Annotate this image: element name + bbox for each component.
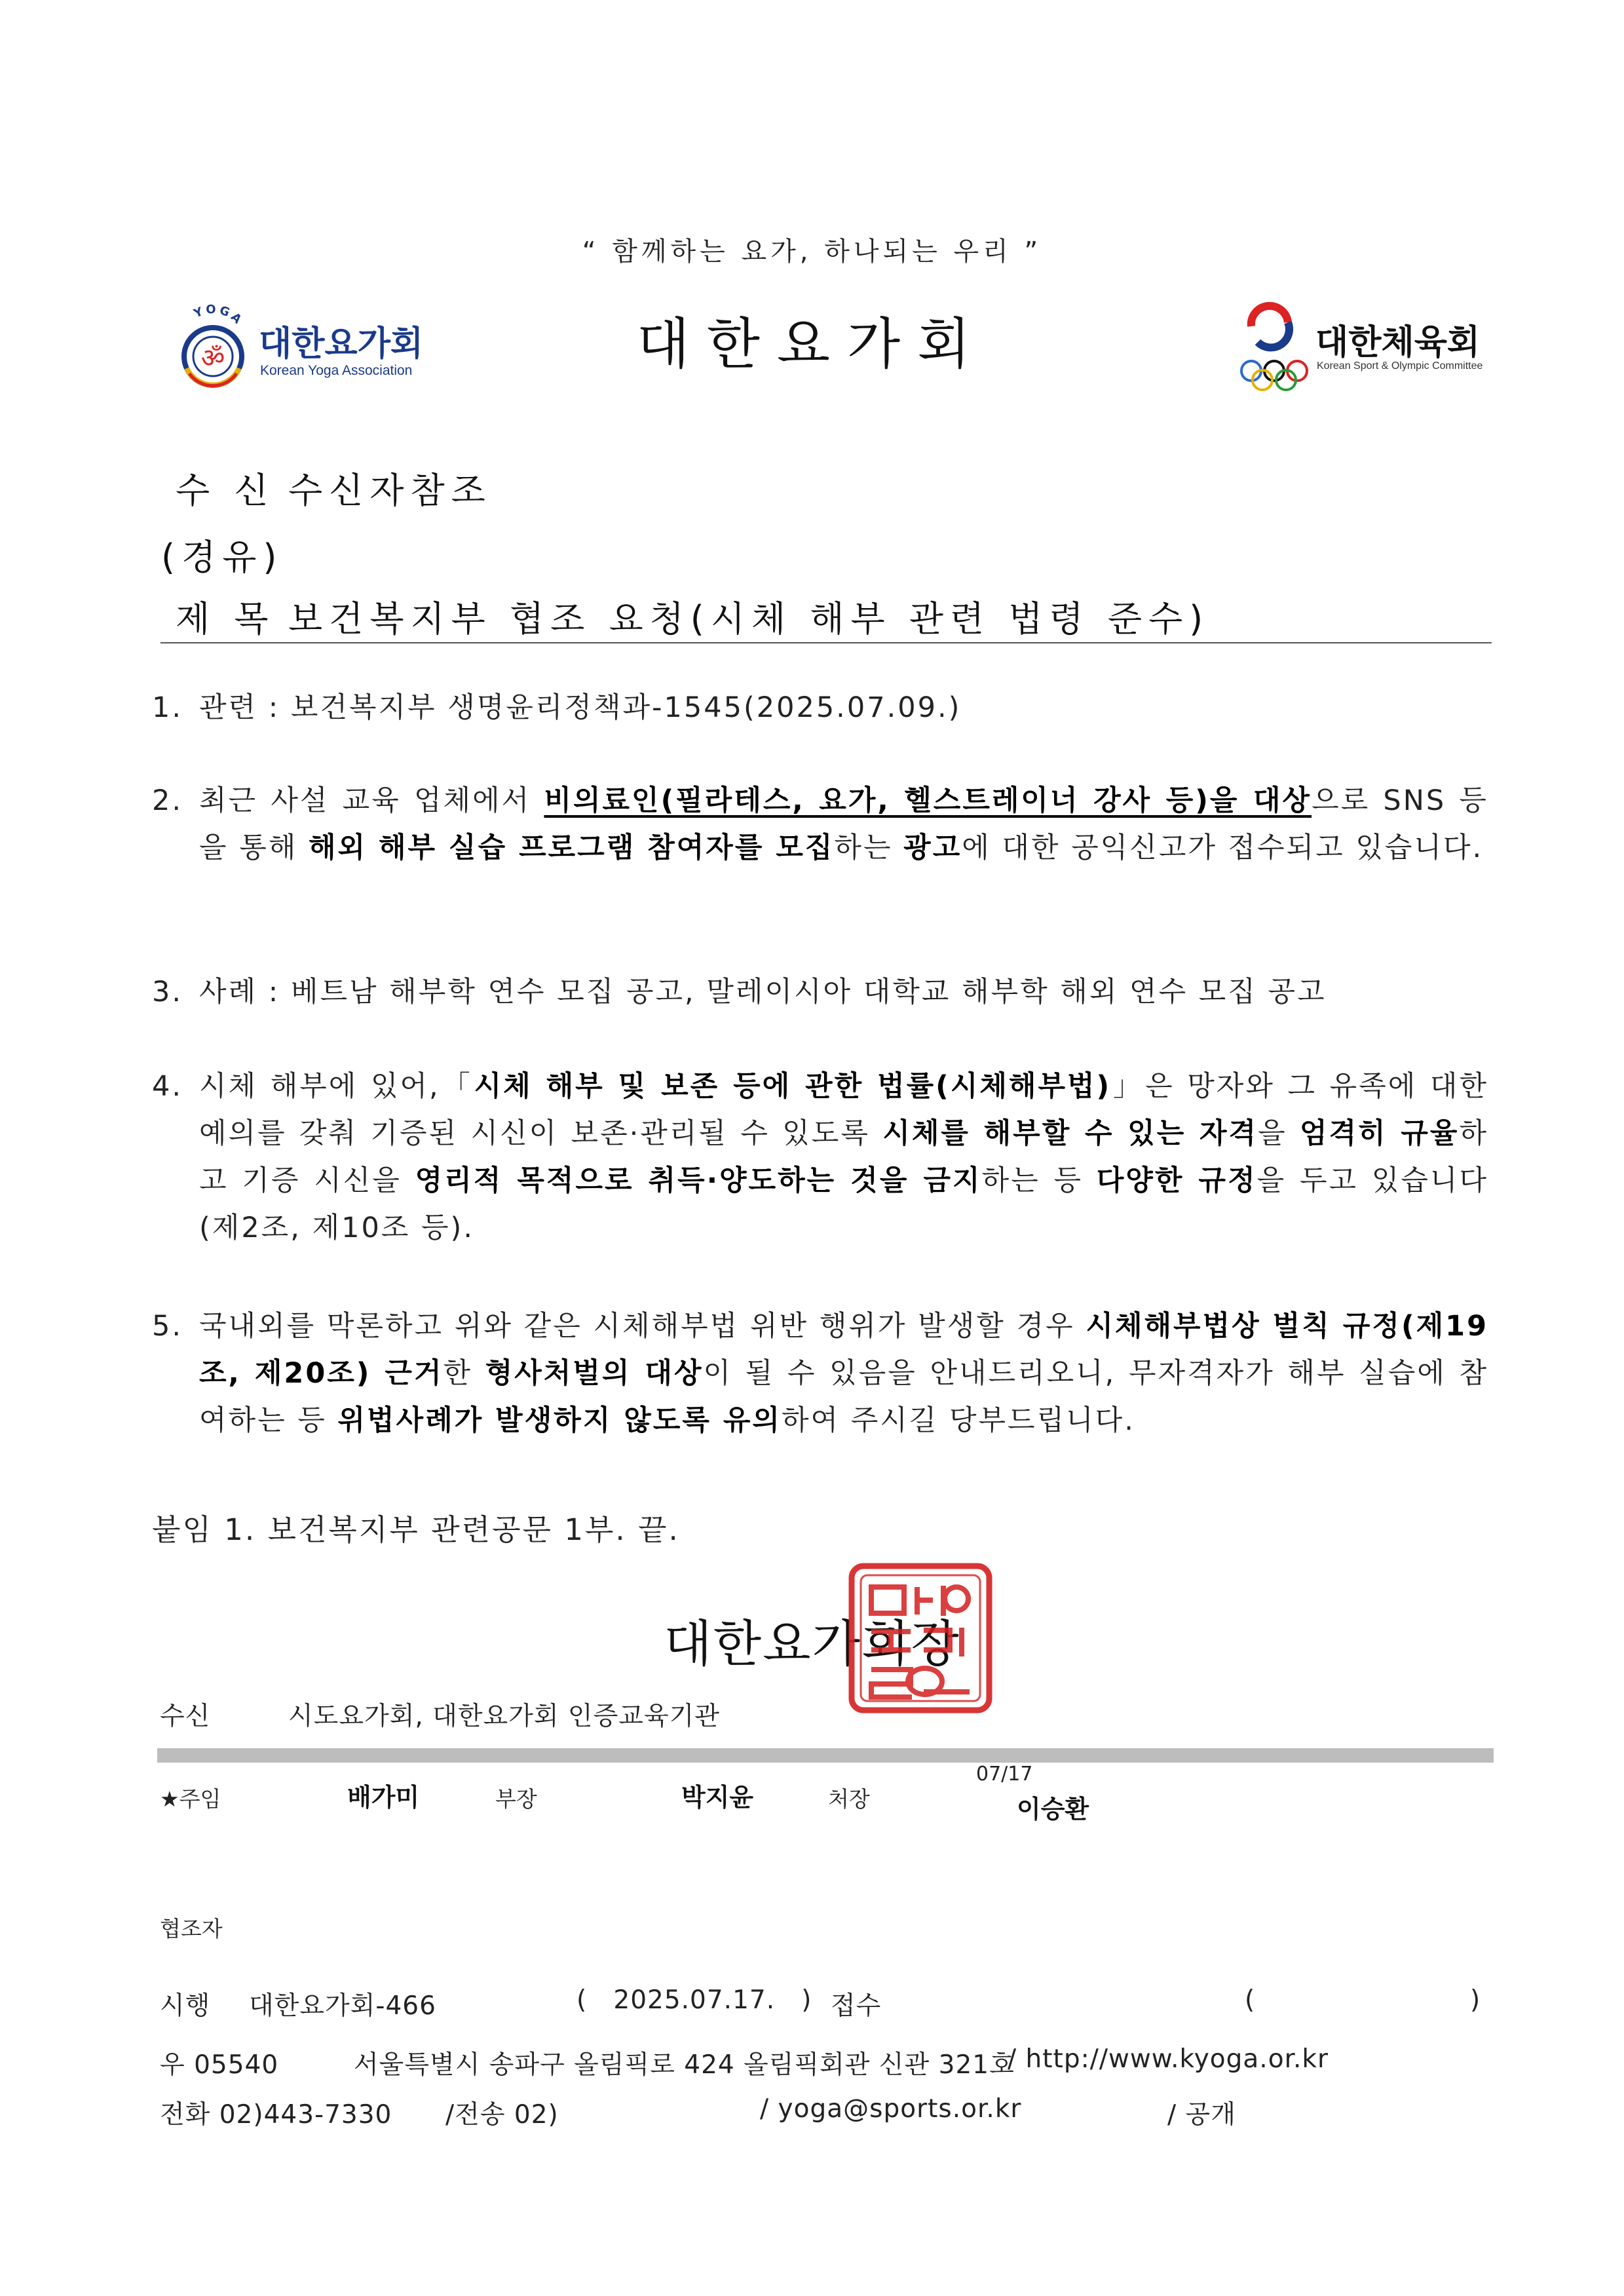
emphasis-run: 광고 (903, 832, 962, 864)
emphasis-run: 위법사례가 발생하지 않도록 유의 (337, 1404, 782, 1437)
via-line: (경유) (161, 537, 284, 578)
paragraph-1 (152, 684, 1488, 731)
subject-value: 보건복지부 협조 요청(시체 해부 관련 법령 준수) (288, 598, 1210, 640)
emphasis-run: 시체해부법상 벌칙 규정(제19조, 제20조) 근거 (199, 1310, 1488, 1390)
text-run: 한 (443, 1357, 485, 1390)
emphasis-run: 영리적 목적으로 취득·양도하는 것을 금지 (415, 1164, 982, 1197)
header-divider (161, 642, 1492, 643)
drafter-title: ★주임 (160, 1786, 221, 1812)
text-run: 최근 사설 교육 업체에서 (199, 784, 544, 817)
text-run: 에 대한 공익신고가 접수되고 있습니다. (962, 832, 1484, 864)
postal-code: 우 05540 (160, 2050, 279, 2080)
text-run: 하는 (834, 832, 904, 864)
approver-name: 이승환 (1017, 1795, 1089, 1824)
paragraph-text: 사례 : 베트남 해부학 연수 모집 공고, 말레이시아 대학교 해부학 해외 연수 모집 공고 (199, 976, 1327, 1008)
recipient-label: 수 신 (176, 470, 275, 511)
paragraph-4 (152, 1063, 1488, 1252)
approval-date: 07/17 (976, 1763, 1033, 1786)
official-seal (845, 1559, 996, 1717)
receipt-label: 접수 (831, 1991, 882, 2021)
enforce-number: 대한요가회-466 (249, 1991, 436, 2021)
subject-label: 제 목 (176, 598, 275, 640)
recipient-value: 수신자참조 (288, 470, 492, 511)
emphasis-run: 형사처벌의 대상 (485, 1357, 704, 1390)
paragraph-5 (152, 1303, 1488, 1444)
document-title: 대한요가회 (636, 312, 988, 376)
receipt-close-paren: ) (1470, 1985, 1481, 2015)
logo-left-sub: Korean Yoga Association (260, 363, 413, 378)
text-run: 으로 SNS 등을 통해 (199, 784, 1488, 864)
cooperator-label: 협조자 (160, 1916, 223, 1942)
email-link[interactable]: / yoga@sports.or.kr (760, 2094, 1022, 2124)
logo-right-name: 대한체육회 (1315, 323, 1481, 362)
homepage-link[interactable]: / http://www.kyoga.or.kr (1008, 2044, 1329, 2074)
paragraph-number: 1. (152, 691, 183, 724)
paragraph-3 (152, 968, 1488, 1016)
emphasis-run: 시체 해부 및 보존 등에 관한 법률(시체해부법) (474, 1070, 1112, 1103)
text-run: 을 (1258, 1117, 1300, 1150)
disclosure-status: / 공개 (1167, 2100, 1236, 2130)
phone: 전화 02)443-7330 (160, 2100, 392, 2130)
text-run: 」은 망자와 그 유족에 대한 예의를 갖춰 기증된 시신이 보존·관리될 수 있도록 (199, 1070, 1488, 1150)
paragraph-number: 2. (152, 784, 183, 817)
approver-title: 처장 (828, 1786, 870, 1812)
text-run: 이 될 수 있음을 안내드리오니, 무자격자가 해부 실습에 참여하는 등 (199, 1357, 1489, 1437)
emphasis-run: 다양한 규정 (1096, 1164, 1257, 1197)
emphasis-run: 시체를 해부할 수 있는 자격 (882, 1117, 1258, 1150)
text-run: 하여 주시길 당부드립니다. (781, 1404, 1135, 1437)
korean-sport-olympic-committee-logo (1232, 300, 1487, 392)
svg-text:YOGA: YOGA (191, 303, 246, 328)
text-run: 하는 등 (981, 1164, 1097, 1197)
logo-left-name: 대한요가회 (259, 324, 424, 364)
paragraph-text: 관련 : 보건복지부 생명윤리정책과-1545(2025.07.09.) (199, 691, 962, 724)
red-seal-stamp-icon (845, 1559, 996, 1717)
paragraph-number: 4. (152, 1070, 183, 1103)
receipt-open-paren: ( (1245, 1985, 1256, 2015)
svg-text:ॐ: ॐ (200, 343, 225, 373)
fax: /전송 02) (445, 2100, 559, 2130)
reviewer-name: 박지윤 (681, 1783, 754, 1812)
attachment-line: 붙임 1. 보건복지부 관련공문 1부. 끝. (152, 1512, 680, 1547)
drafter-name: 배가미 (347, 1783, 420, 1812)
signature-title: 대한요가회장 (664, 1615, 960, 1673)
paragraph-number: 5. (152, 1310, 183, 1343)
approval-divider-bar (157, 1748, 1494, 1763)
emphasis-run: 해외 해부 실습 프로그램 참여자를 모집 (308, 832, 835, 864)
distribution-label: 수신 (160, 1702, 211, 1731)
olympic-rings-icon (1232, 300, 1320, 392)
emphasis-run: 엄격히 규율 (1300, 1117, 1460, 1150)
text-run: 을 두고 있습니다(제2조, 제10조 등). (199, 1164, 1489, 1244)
text-run: 국내외를 막론하고 위와 같은 시체해부법 위반 행위가 발생할 경우 (199, 1310, 1086, 1343)
slogan: “ 함께하는 요가, 하나되는 우리 ” (582, 237, 1042, 267)
reviewer-title: 부장 (495, 1786, 537, 1812)
enforce-label: 시행 (160, 1991, 211, 2021)
paragraph-2 (152, 777, 1488, 871)
enforce-date: ( 2025.07.17. ) (576, 1985, 812, 2015)
distribution-value: 시도요가회, 대한요가회 인증교육기관 (288, 1702, 720, 1731)
text-run: 시체 해부에 있어,「 (199, 1070, 474, 1103)
address: 서울특별시 송파구 올림픽로 424 올림픽회관 신관 321호 (354, 2050, 1015, 2080)
text-run: 하고 기증 시신을 (199, 1117, 1488, 1197)
paragraph-number: 3. (152, 976, 183, 1008)
logo-right-sub: Korean Sport & Olympic Committee (1317, 360, 1483, 372)
emphasis-run: 비의료인(필라테스, 요가, 헬스트레이너 강사 등)을 대상 (544, 784, 1312, 817)
